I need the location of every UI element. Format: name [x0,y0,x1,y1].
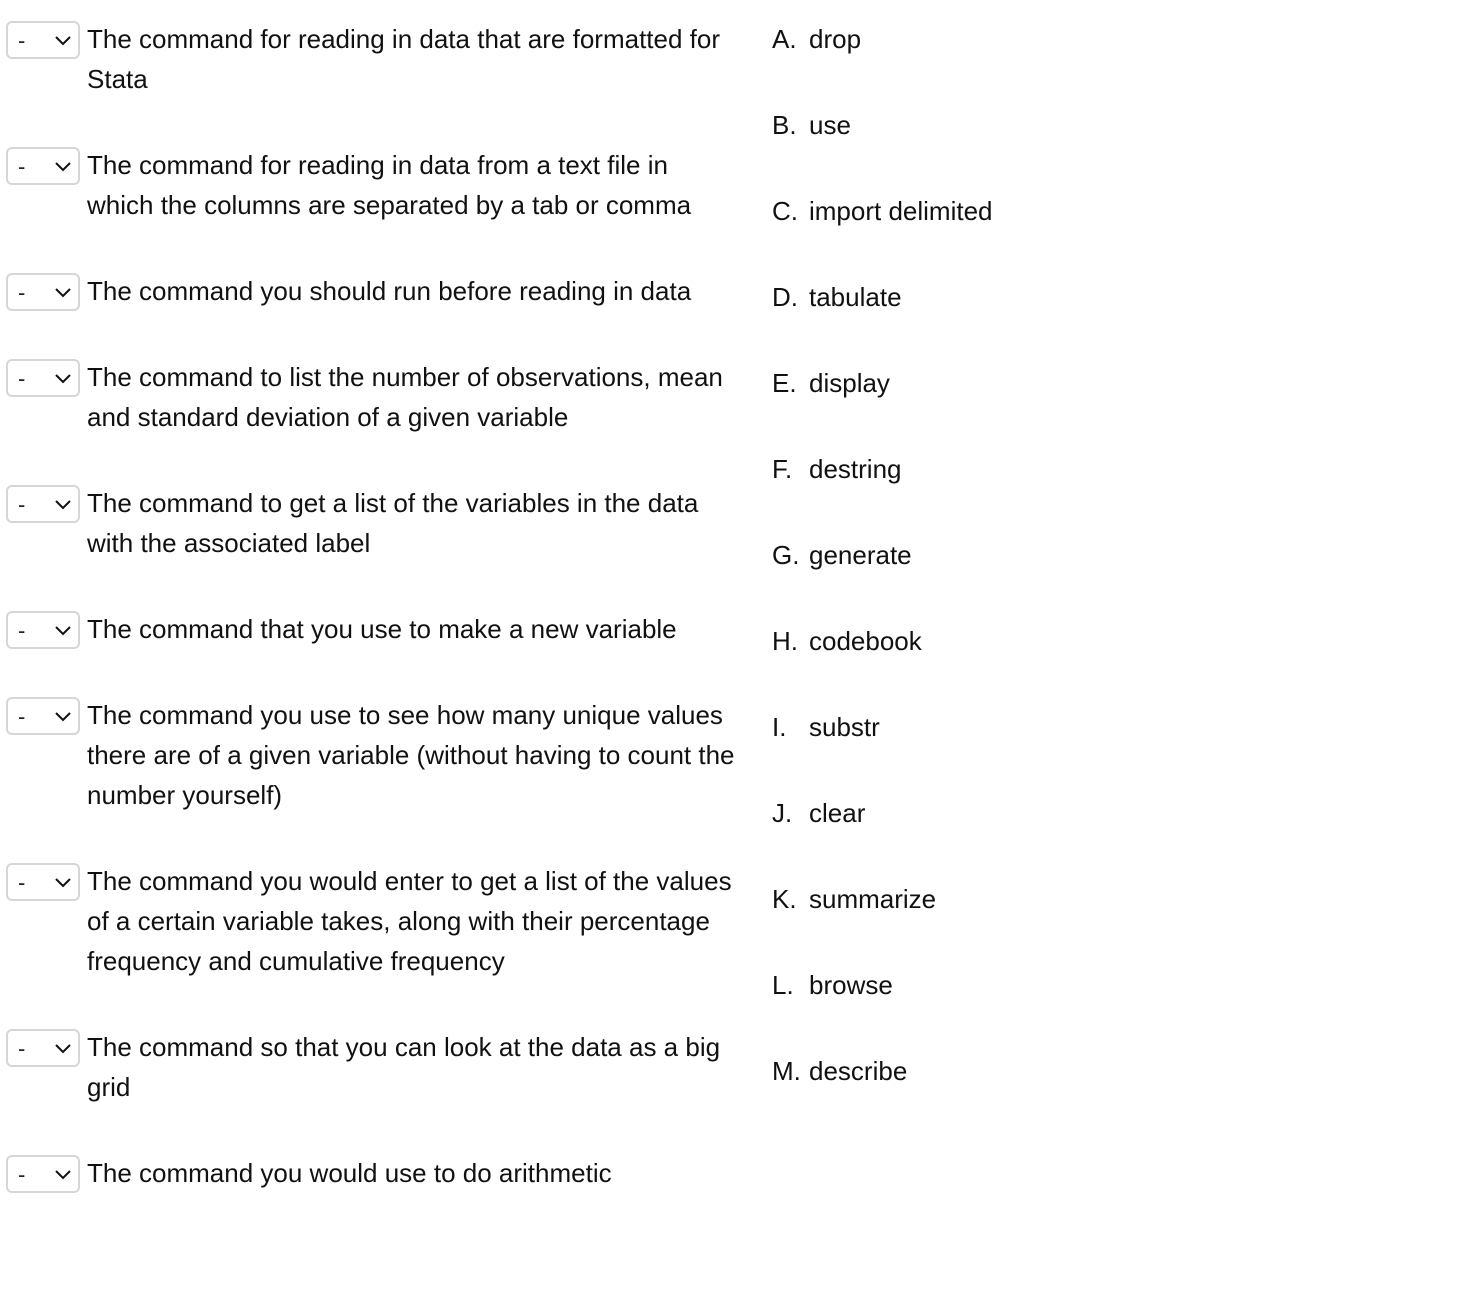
option-text: substr [809,712,880,742]
answer-option [772,879,1372,919]
dropdown-value: - [18,704,26,729]
dropdown-value: - [18,618,26,643]
option-text: destring [809,454,902,484]
option-letter: G. [772,540,800,570]
answer-option [772,191,1372,231]
question-text: The command you use to see how many unique values there are of a given variable (without having to count the number yourself) [87,700,735,810]
option-text: codebook [809,626,922,656]
option-letter: M. [772,1056,801,1086]
question-text: The command for reading in data that are formatted for Stata [87,24,721,94]
answer-option [772,363,1372,403]
question-text: The command to get a list of the variables in the data with the associated label [87,488,699,558]
question-text: The command you would use to do arithmetic [87,1158,612,1188]
answer-dropdown[interactable] [6,147,80,185]
option-text: tabulate [809,282,902,312]
answer-dropdown[interactable] [6,863,80,901]
answer-option [772,1051,1372,1091]
option-letter: K. [772,884,797,914]
option-letter: J. [772,798,793,828]
answer-dropdown[interactable] [6,273,80,311]
option-letter: I. [772,712,787,742]
dropdown-value: - [18,28,26,53]
chevron-down-icon [54,496,72,514]
dropdown-value: - [18,280,26,305]
option-text: use [809,110,851,140]
answer-dropdown[interactable] [6,359,80,397]
answer-option [772,707,1372,747]
answer-dropdown[interactable] [6,697,80,735]
answer-option [772,621,1372,661]
chevron-down-icon [54,708,72,726]
dropdown-value: - [18,366,26,391]
option-letter: D. [772,282,798,312]
question-text: The command that you use to make a new variable [87,614,677,644]
question-text: The command to list the number of observations, mean and standard deviation of a given variable [87,362,723,432]
question-text: The command you should run before reading in data [87,276,692,306]
dropdown-value: - [18,1162,26,1187]
answer-dropdown[interactable] [6,485,80,523]
answer-option [772,793,1372,833]
dropdown-value: - [18,154,26,179]
answer-option [772,449,1372,489]
dropdown-value: - [18,870,26,895]
answer-dropdown[interactable] [6,1029,80,1067]
dropdown-value: - [18,1036,26,1061]
question-text: The command you would enter to get a list of the values of a certain variable takes, along with their percentage frequency and cumulative frequency [87,866,732,976]
option-text: describe [809,1056,908,1086]
option-text: generate [809,540,912,570]
answer-option [772,535,1372,575]
answer-dropdown[interactable] [6,611,80,649]
answer-option [772,965,1372,1005]
answer-dropdown[interactable] [6,21,80,59]
option-text: browse [809,970,893,1000]
answer-option [772,105,1372,145]
option-letter: A. [772,24,797,54]
option-letter: L. [772,970,794,1000]
chevron-down-icon [54,874,72,892]
chevron-down-icon [54,158,72,176]
chevron-down-icon [54,1040,72,1058]
option-letter: F. [772,454,793,484]
option-letter: H. [772,626,798,656]
option-letter: E. [772,368,797,398]
option-letter: B. [772,110,797,140]
chevron-down-icon [54,1166,72,1184]
chevron-down-icon [54,284,72,302]
question-text: The command for reading in data from a text file in which the columns are separated by a tab or comma [87,150,692,220]
option-text: summarize [809,884,937,914]
option-text: import delimited [809,196,993,226]
answer-option [772,277,1372,317]
answer-dropdown[interactable] [6,1155,80,1193]
dropdown-value: - [18,492,26,517]
chevron-down-icon [54,370,72,388]
answer-option [772,19,1372,59]
question-text: The command so that you can look at the data as a big grid [87,1032,721,1102]
option-text: display [809,368,890,398]
chevron-down-icon [54,622,72,640]
option-text: clear [809,798,866,828]
chevron-down-icon [54,32,72,50]
option-text: drop [809,24,862,54]
option-letter: C. [772,196,798,226]
